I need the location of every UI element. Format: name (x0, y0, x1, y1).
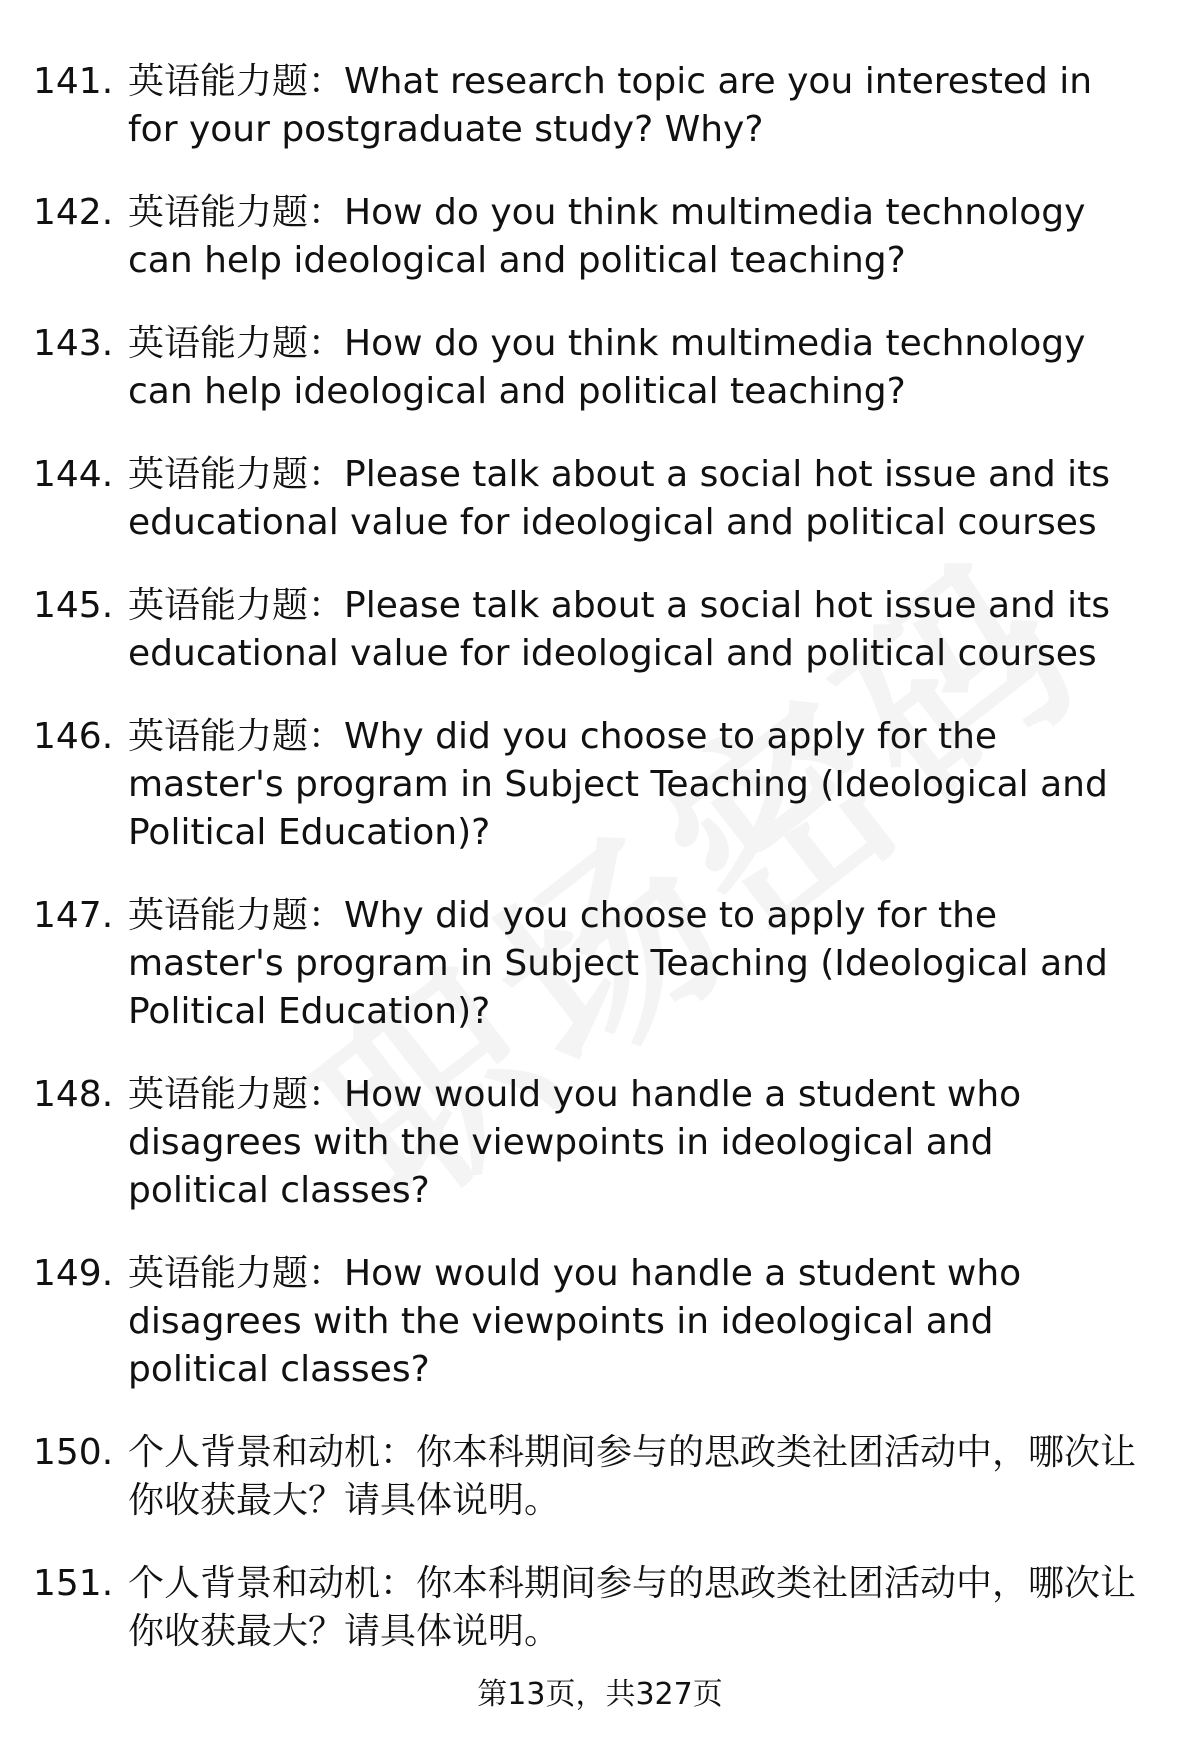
question-number: 147. (33, 895, 114, 936)
question-number: 142. (33, 192, 114, 233)
question-text: What research topic are you interested in for your postgraduate study? Why? (128, 61, 1093, 150)
question-body (128, 189, 1138, 285)
question-text: How would you handle a student who disagrees with the viewpoints in ideological and political classes? (128, 1074, 1022, 1211)
question-text: 你本科期间参与的思政类社团活动中，哪次让你收获最大？请具体说明。 (128, 1432, 1137, 1521)
question-body (128, 451, 1138, 547)
question-category: 英语能力题： (128, 454, 345, 495)
question-item (0, 892, 1200, 1036)
question-item (0, 58, 1200, 154)
question-text: Why did you choose to apply for the master's program in Subject Teaching (Ideological and Political Education)? (128, 716, 1108, 853)
question-number: 144. (33, 454, 114, 495)
question-number: 148. (33, 1074, 114, 1115)
question-category: 英语能力题： (128, 716, 345, 757)
question-category: 英语能力题： (128, 1074, 345, 1115)
question-category: 个人背景和动机： (128, 1563, 417, 1604)
question-category: 英语能力题： (128, 192, 345, 233)
question-number: 143. (33, 323, 114, 364)
question-item (0, 189, 1200, 285)
question-item (0, 1560, 1200, 1656)
question-category: 英语能力题： (128, 323, 345, 364)
question-body (128, 1429, 1138, 1525)
question-text: How would you handle a student who disagrees with the viewpoints in ideological and political classes? (128, 1253, 1022, 1390)
question-category: 个人背景和动机： (128, 1432, 417, 1473)
question-category: 英语能力题： (128, 585, 345, 626)
question-item (0, 1429, 1200, 1525)
question-item (0, 320, 1200, 416)
question-category: 英语能力题： (128, 1253, 345, 1294)
page-footer: 第13页，共327页 (477, 1677, 723, 1712)
question-number: 145. (33, 585, 114, 626)
question-item (0, 713, 1200, 857)
question-list (0, 58, 1200, 1691)
question-body (128, 892, 1138, 1036)
question-text: 你本科期间参与的思政类社团活动中，哪次让你收获最大？请具体说明。 (128, 1563, 1137, 1652)
question-body (128, 1071, 1138, 1215)
question-body (128, 713, 1138, 857)
question-body (128, 1250, 1138, 1394)
question-body (128, 582, 1138, 678)
question-text: How do you think multimedia technology can help ideological and political teaching? (128, 192, 1086, 281)
question-item (0, 582, 1200, 678)
question-category: 英语能力题： (128, 895, 345, 936)
question-number: 150. (33, 1432, 114, 1473)
question-body (128, 1560, 1138, 1656)
question-number: 151. (33, 1563, 114, 1604)
question-body (128, 58, 1138, 154)
question-body (128, 320, 1138, 416)
question-text: Please talk about a social hot issue and its educational value for ideological and political courses (128, 454, 1111, 543)
question-item (0, 451, 1200, 547)
question-item (0, 1250, 1200, 1394)
question-text: How do you think multimedia technology can help ideological and political teaching? (128, 323, 1086, 412)
question-text: Why did you choose to apply for the master's program in Subject Teaching (Ideological and Political Education)? (128, 895, 1108, 1032)
question-category: 英语能力题： (128, 61, 345, 102)
question-number: 149. (33, 1253, 114, 1294)
question-number: 141. (33, 61, 114, 102)
question-item (0, 1071, 1200, 1215)
question-number: 146. (33, 716, 114, 757)
question-text: Please talk about a social hot issue and its educational value for ideological and political courses (128, 585, 1111, 674)
